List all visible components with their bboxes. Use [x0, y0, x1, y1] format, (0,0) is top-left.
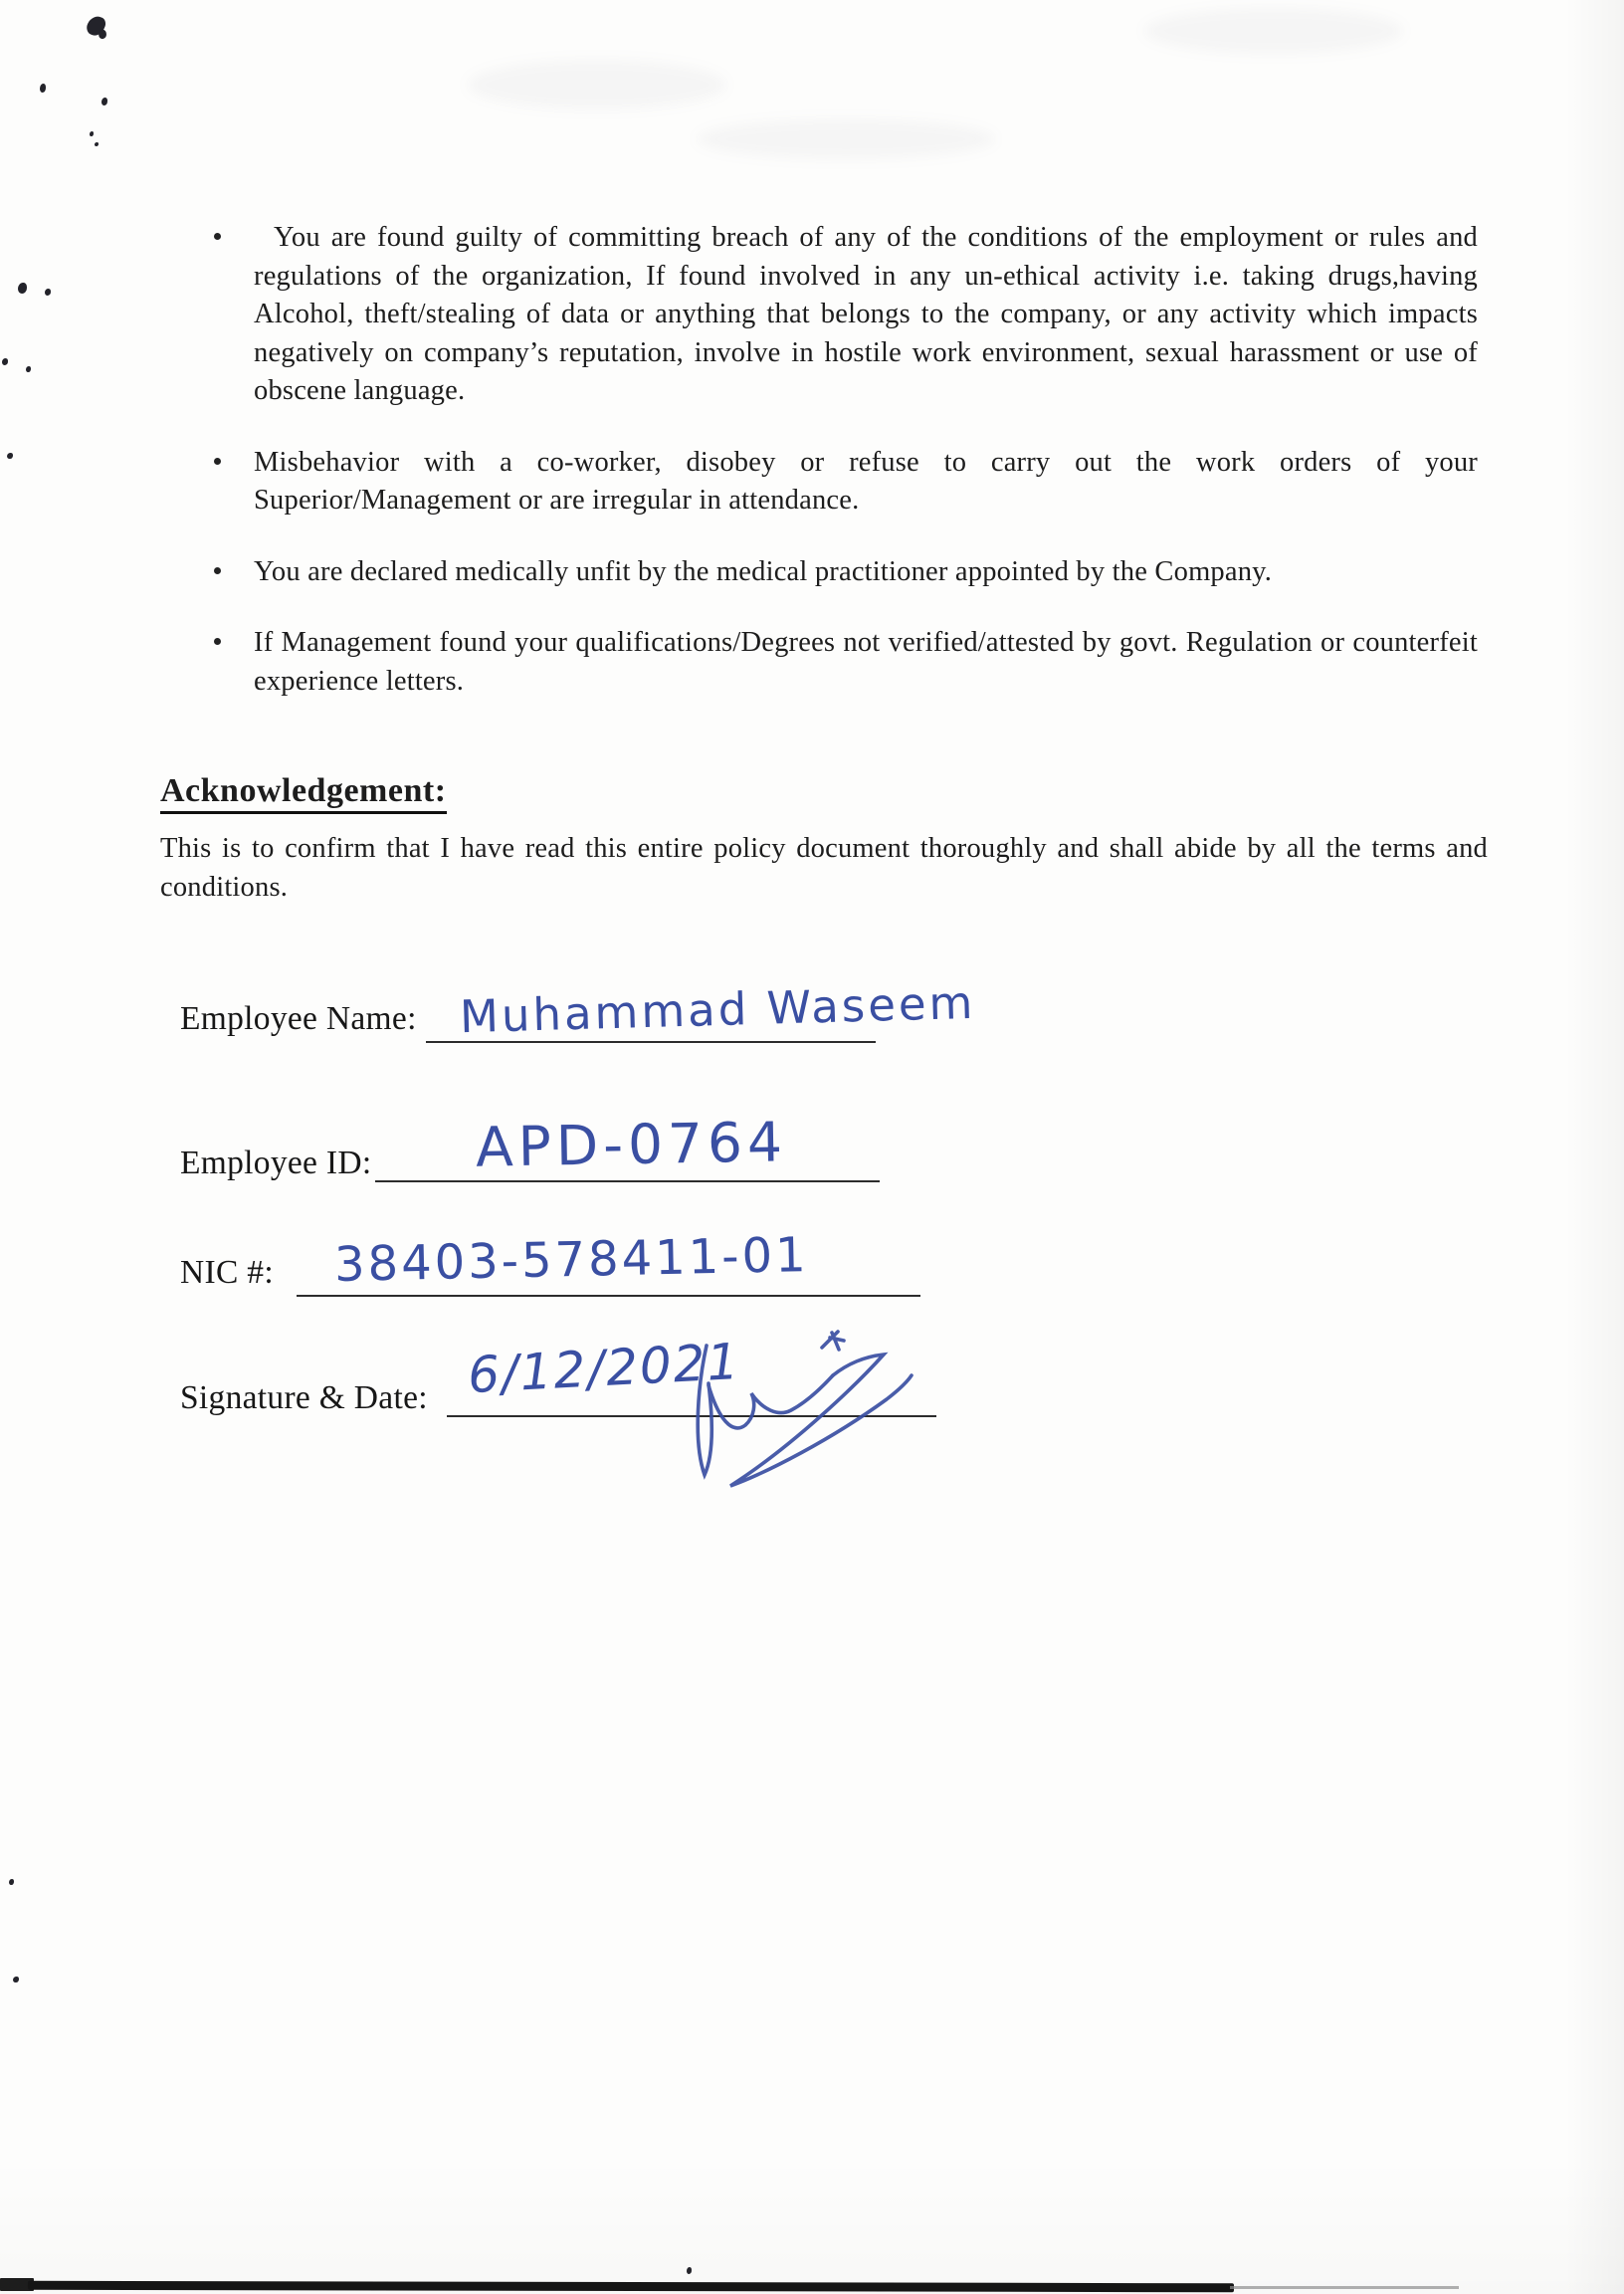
- scan-speck: [95, 142, 99, 146]
- nic-value: 38403-578411-01: [333, 1227, 810, 1293]
- bullet-icon: [212, 553, 254, 592]
- bullet-icon: [212, 624, 254, 701]
- employee-name-label: Employee Name:: [180, 1000, 417, 1037]
- bullet-text: You are declared medically unfit by the medical practitioner appointed by the Company.: [254, 555, 1273, 587]
- list-item: [212, 444, 1481, 521]
- scan-speck: [45, 289, 51, 296]
- bullet-text: You are found guilty of committing breach of any of the conditions of the employment or rules and regulations of the organization, If found involved in any un-ethical activity i.e. taking drugs,having Alcohol, theft/stealing of data or anything that belongs to the company, or any activity which impacts negatively on company’s reputation, involve in hostile work environment, sexual harassment or use of obscene language.: [254, 222, 1478, 406]
- date-value: 6/12/2021: [466, 1332, 742, 1405]
- scan-speck: [90, 131, 94, 136]
- employee-name-value: Muhammad Waseem: [459, 975, 977, 1044]
- list-item: [212, 219, 1481, 411]
- scan-smudge: [697, 119, 995, 159]
- scan-smudge: [468, 60, 726, 109]
- scan-speck: [98, 29, 107, 40]
- acknowledgement-heading: Acknowledgement:: [160, 772, 447, 814]
- scan-strip: [1230, 2286, 1459, 2289]
- scan-speck: [9, 1879, 14, 1885]
- scan-speck: [13, 1977, 19, 1982]
- signature-date-label: Signature & Date:: [180, 1379, 428, 1416]
- scan-speck: [2, 358, 8, 365]
- acknowledgement-body: This is to confirm that I have read this entire policy document thoroughly and shall abide by all the terms and conditions.: [160, 833, 1488, 903]
- employee-id-value: APD-0764: [475, 1110, 788, 1179]
- scan-smudge: [1144, 8, 1403, 54]
- scan-speck: [18, 283, 27, 294]
- scan-speck: [40, 84, 46, 93]
- signature-scribble: [673, 1324, 931, 1508]
- scan-edge-shadow-right: [1564, 0, 1624, 2294]
- scan-edge-shadow-bottom: [0, 2155, 1624, 2294]
- bullet-text: Misbehavior with a co-worker, disobey or refuse to carry out the work orders of your Superior/Management or are irregular in attendance.: [254, 446, 1478, 516]
- scan-speck: [7, 453, 13, 459]
- list-item: [212, 624, 1481, 701]
- scan-speck: [26, 366, 31, 372]
- bullet-icon: [212, 219, 254, 411]
- scan-speck: [102, 98, 107, 105]
- bullet-icon: [212, 444, 254, 521]
- nic-label: NIC #:: [180, 1254, 274, 1291]
- policy-bullet-list: [212, 219, 1481, 733]
- employee-id-label: Employee ID:: [180, 1145, 372, 1181]
- list-item: [212, 553, 1481, 592]
- bullet-text: If Management found your qualifications/Degrees not verified/attested by govt. Regulation or counterfeit experience letters.: [254, 627, 1478, 697]
